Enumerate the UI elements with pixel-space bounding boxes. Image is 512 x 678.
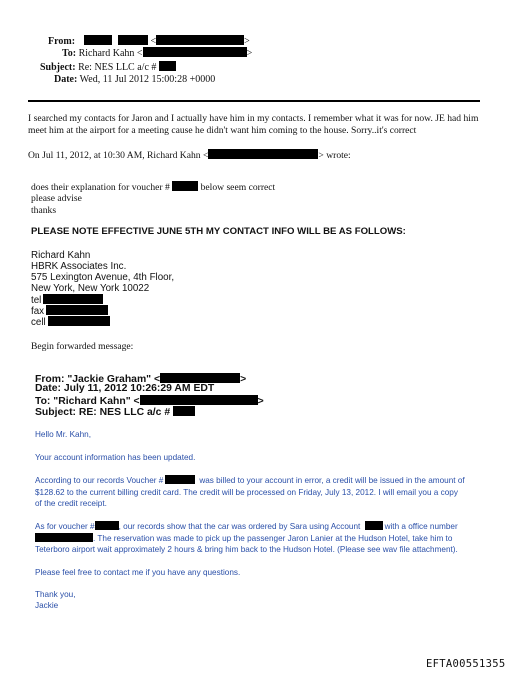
forwarded-label: Begin forwarded message: [31,341,134,352]
forwarded-from-text: From: "Jackie Graham" < [35,374,161,385]
header-from-label: From: [48,36,76,47]
forwarded-name: Jackie [35,601,59,610]
forwarded-p2-line-3: Teterboro airport wait approximately 2 hours & bring him back to the Hudson Hotel. (Please see wav file attachment). [35,545,458,554]
forwarded-updated: Your account information has been updated. [35,453,196,462]
header-subject-value: Re: NES LLC a/c # [78,62,157,73]
forwarded-to-gt: > [257,396,264,407]
redaction [165,475,195,484]
redaction [159,61,176,71]
redaction [172,181,198,191]
signature-company: HBRK Associates Inc. [31,261,127,272]
forwarded-p2-line-2 [35,533,452,545]
redaction [84,35,112,45]
forwarded-subject [35,406,195,419]
quoted-line-1-prefix: does their explanation for voucher # [31,182,170,193]
header-to-label: To: [62,48,77,59]
header-from-lt: < [150,36,157,47]
redaction [43,294,103,304]
redaction [173,406,195,416]
forwarded-subject-text: Subject: RE: NES LLC a/c # [35,407,171,418]
redaction [365,521,383,530]
header-subject-label: Subject: [40,62,76,73]
quoted-line-1 [31,181,275,194]
redaction [143,47,247,57]
redaction [35,533,93,542]
redaction [208,149,318,159]
document-id: EFTA00551355 [426,658,506,670]
forwarded-p2-c: with a office number [384,522,458,531]
quote-intro [28,149,351,162]
signature-name: Richard Kahn [31,250,91,261]
header-from-gt: > [244,36,250,47]
forwarded-thanks: Thank you, [35,590,76,599]
signature-fax-label: fax [31,306,45,317]
forwarded-p1-line-3: of the credit receipt. [35,499,107,508]
forwarded-greeting: Hello Mr. Kahn, [35,430,91,439]
redaction [160,373,240,383]
redaction [46,305,108,315]
forwarded-p1-b: was billed to your account in error, a credit will be issued in the amount of [199,476,465,485]
header-subject-row [40,61,176,74]
forwarded-p2-d: . The reservation was made to pick up the passenger Jaron Lanier at the Hudson Hotel, take him to [93,534,453,543]
header-to-gt: > [246,48,253,59]
redaction [140,395,258,405]
quote-intro-prefix: On Jul 11, 2012, at 10:30 AM, Richard Kahn < [28,150,209,161]
signature-cell [31,316,110,328]
forwarded-p2-a: As for voucher # [35,522,95,531]
signature-tel-label: tel [31,295,42,306]
signature-address-1: 575 Lexington Avenue, 4th Floor, [31,272,175,283]
forwarded-to-text: To: "Richard Kahn" < [35,396,140,407]
forwarded-p2-b: , our records show that the car was ordered by Sara using Account [118,522,361,531]
forwarded-p2-line-1 [35,521,458,533]
header-date-value: Wed, 11 Jul 2012 15:00:28 +0000 [79,74,216,85]
forwarded-p1-a: According to our records Voucher # [35,476,164,485]
header-date-row [54,74,215,86]
header-to-row [62,47,252,60]
redaction [118,35,148,45]
email-header [0,0,512,100]
redaction [156,35,244,45]
header-to-value: Richard Kahn < [78,48,143,59]
redaction [95,521,119,530]
header-date-label: Date: [54,74,78,85]
signature-address-2: New York, New York 10022 [31,283,150,294]
header-divider [28,100,480,102]
quote-intro-suffix: > wrote: [318,150,351,161]
reply-body: I searched my contacts for Jaron and I actually have him in my contacts. I remember what it was for now. JE had him meet him at the airport for a meeting cause he didn't want him coming to the house. Sorry..it's correct [28,113,479,136]
forwarded-p1-line-2: $128.62 to the current billing credit card. The credit will be processed on Friday, July 13, 2012. I will email you a copy [35,488,458,497]
forwarded-date: Date: July 11, 2012 10:26:29 AM EDT [35,383,215,394]
quoted-line-3: thanks [31,205,57,216]
forwarded-from-gt: > [240,374,247,385]
redaction [48,316,110,326]
contact-notice: PLEASE NOTE EFFECTIVE JUNE 5TH MY CONTACT INFO WILL BE AS FOLLOWS: [31,226,406,237]
signature-cell-label: cell [31,317,46,328]
quoted-line-2: please advise [31,193,82,204]
quoted-line-1-suffix: below seem correct [200,182,276,193]
forwarded-p1-line-1 [35,475,465,487]
forwarded-contact: Please feel free to contact me if you have any questions. [35,568,241,577]
